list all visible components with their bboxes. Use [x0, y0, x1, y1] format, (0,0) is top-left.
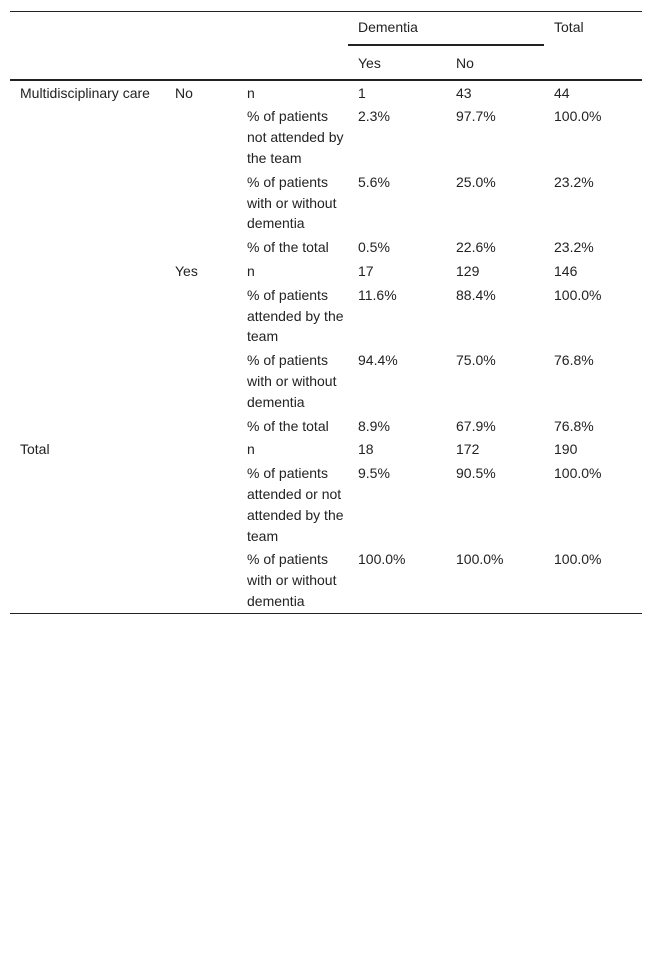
row-statistic-cell: % of patients with or without dementia [237, 547, 348, 613]
row-statistic-cell: % of patients not attended by the team [247, 108, 344, 166]
row-no-cell: 22.6% [456, 239, 496, 256]
table-row [10, 461, 642, 547]
table-row [10, 414, 642, 438]
header-dementia: Dementia [348, 12, 544, 45]
row-group-cell [10, 259, 165, 283]
row-total-cell: 100.0% [554, 286, 602, 303]
header-empty-2 [165, 12, 237, 45]
row-no-cell: 43 [456, 84, 472, 101]
row-statistic-cell: % of patients with or without dementia [247, 173, 337, 232]
row-statistic-cell: n [247, 262, 255, 279]
row-statistic-cell: % of patients attended or not attended by the team [247, 465, 344, 544]
table-row [10, 283, 642, 348]
row-total-cell: 23.2% [554, 173, 594, 190]
row-statistic-cell: n [247, 441, 255, 458]
header-no: No [446, 45, 544, 80]
row-no-cell: 90.5% [456, 465, 496, 482]
row-no-cell: 75.0% [456, 352, 496, 369]
row-total-cell: 100.0% [554, 465, 602, 482]
header-empty-6 [237, 45, 348, 80]
row-group-cell: Multidisciplinary care [20, 84, 150, 101]
row-subgroup-cell [165, 414, 237, 438]
table-row [10, 348, 642, 413]
row-group-cell [10, 283, 165, 348]
row-subgroup-cell [165, 461, 237, 547]
crosstab-table-container [10, 11, 642, 614]
row-subgroup-cell [165, 437, 237, 461]
row-yes-cell: 11.6% [358, 286, 397, 303]
row-statistic-cell: % of the total [247, 239, 329, 256]
header-row-2 [10, 45, 642, 80]
row-subgroup-cell [165, 235, 237, 259]
row-group-cell [10, 235, 165, 259]
row-yes-cell: 94.4% [358, 352, 398, 369]
row-total-cell: 100.0% [544, 547, 642, 613]
row-subgroup-cell [165, 348, 237, 413]
row-no-cell: 67.9% [456, 417, 496, 434]
row-subgroup-cell [165, 170, 237, 235]
row-group-cell [10, 104, 165, 169]
row-subgroup-cell [165, 104, 237, 169]
row-yes-cell: 18 [358, 441, 374, 458]
header-yes: Yes [348, 45, 446, 80]
table-row [10, 437, 642, 461]
row-statistic-cell: % of patients attended by the team [247, 286, 344, 345]
row-no-cell: 97.7% [456, 108, 496, 125]
row-no-cell: 100.0% [446, 547, 544, 613]
row-yes-cell: 0.5% [358, 239, 390, 256]
row-total-cell: 190 [554, 441, 578, 458]
header-empty-7 [544, 45, 642, 80]
row-statistic-cell: % of patients with or without dementia [247, 352, 337, 410]
row-yes-cell: 2.3% [358, 108, 390, 125]
header-empty-5 [165, 45, 237, 80]
row-no-cell: 129 [456, 262, 480, 279]
row-yes-cell: 17 [358, 262, 374, 279]
table-row [10, 80, 642, 105]
row-yes-cell: 5.6% [358, 173, 390, 190]
row-yes-cell: 9.5% [358, 465, 390, 482]
table-row [10, 235, 642, 259]
row-subgroup-cell: No [175, 84, 193, 101]
header-empty-3 [237, 12, 348, 45]
row-total-cell: 146 [554, 262, 578, 279]
row-subgroup-cell: Yes [175, 262, 198, 279]
row-no-cell: 172 [456, 441, 480, 458]
table-row [10, 170, 642, 235]
row-subgroup-cell [165, 283, 237, 348]
row-group-cell [10, 170, 165, 235]
row-group-cell [10, 348, 165, 413]
row-group-cell [10, 547, 165, 613]
header-empty-4 [10, 45, 165, 80]
row-total-cell: 76.8% [554, 352, 594, 369]
row-no-cell: 88.4% [456, 286, 496, 303]
header-row-1 [10, 12, 642, 45]
row-statistic-cell: n [247, 84, 255, 101]
row-total-cell: 76.8% [554, 417, 594, 434]
header-empty-1 [10, 12, 165, 45]
row-statistic-cell: % of the total [247, 417, 329, 434]
table-row [10, 259, 642, 283]
row-total-cell: 23.2% [554, 239, 594, 256]
header-total: Total [544, 12, 642, 45]
table-body [10, 80, 642, 614]
row-yes-cell: 1 [358, 84, 366, 101]
row-no-cell: 25.0% [456, 173, 496, 190]
row-yes-cell: 8.9% [358, 417, 390, 434]
table-row [10, 547, 642, 613]
row-total-cell: 100.0% [554, 108, 602, 125]
row-group-cell: Total [20, 441, 50, 458]
row-group-cell [10, 461, 165, 547]
crosstab-table [10, 11, 642, 614]
row-group-cell [10, 414, 165, 438]
row-subgroup-cell [165, 547, 237, 613]
table-row [10, 104, 642, 169]
row-total-cell: 44 [554, 84, 570, 101]
row-yes-cell: 100.0% [348, 547, 446, 613]
